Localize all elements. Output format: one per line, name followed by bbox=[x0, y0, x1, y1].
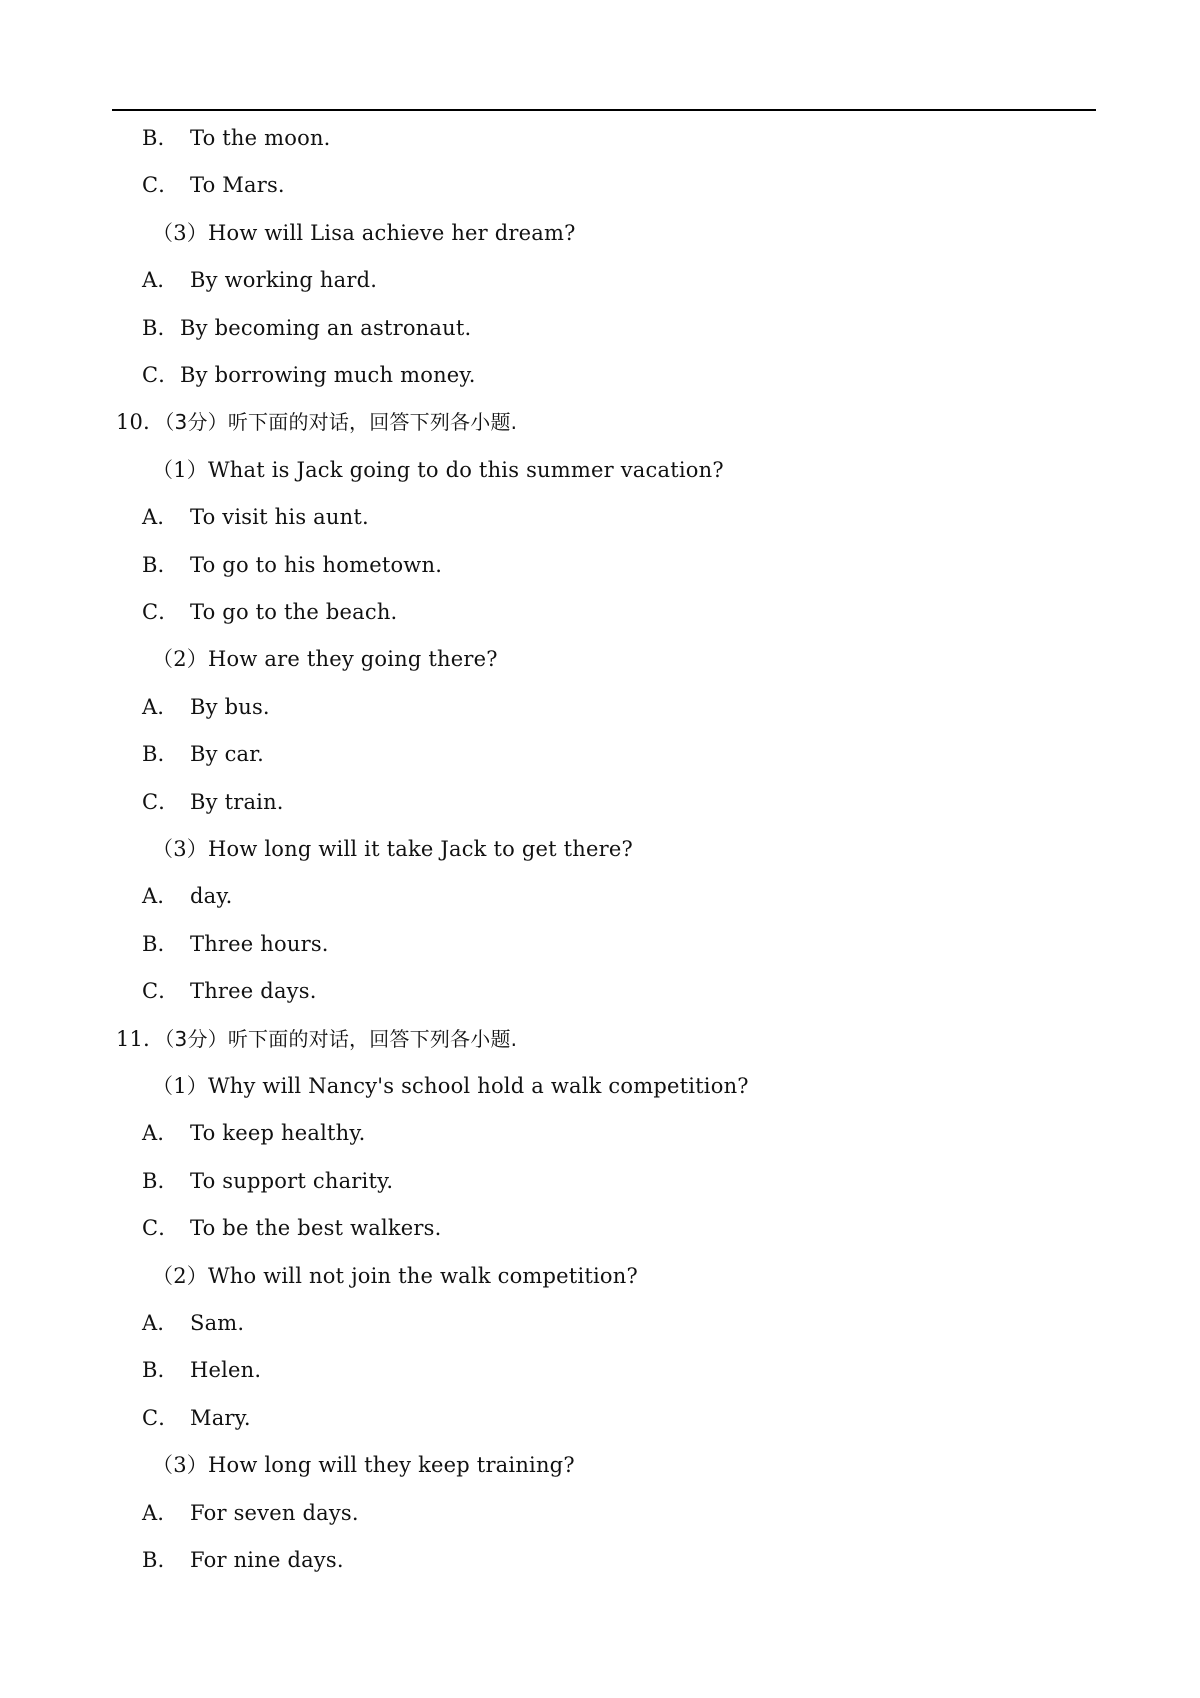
option-text: day. bbox=[190, 884, 233, 908]
question-heading bbox=[116, 1025, 517, 1053]
option-text: By train. bbox=[190, 790, 284, 814]
option-label: B． bbox=[142, 316, 179, 340]
answer-option bbox=[142, 171, 285, 199]
option-text: By car. bbox=[190, 742, 265, 766]
option-text: Sam. bbox=[190, 1311, 245, 1335]
answer-option bbox=[142, 693, 270, 721]
option-text: To Mars. bbox=[190, 173, 285, 197]
option-text: Helen. bbox=[190, 1358, 262, 1382]
option-label: B． bbox=[142, 742, 179, 766]
answer-option bbox=[142, 930, 329, 958]
option-label: A． bbox=[142, 268, 179, 292]
option-label: C． bbox=[142, 1406, 180, 1430]
option-text: To keep healthy. bbox=[190, 1121, 366, 1145]
option-text: For nine days. bbox=[190, 1548, 344, 1572]
option-text: For seven days. bbox=[190, 1501, 359, 1525]
question-instruction: （3分）听下面的对话，回答下列各小题. bbox=[164, 410, 518, 434]
answer-option bbox=[142, 124, 331, 152]
option-label: A． bbox=[142, 1501, 179, 1525]
sub-question: （1）What is Jack going to do this summer vacation? bbox=[152, 458, 724, 482]
option-label: C． bbox=[142, 600, 180, 624]
answer-option bbox=[142, 1356, 261, 1384]
option-label: A． bbox=[142, 1311, 179, 1335]
option-label: B． bbox=[142, 1169, 179, 1193]
option-text: To go to the beach. bbox=[190, 600, 398, 624]
option-label: C． bbox=[142, 363, 180, 387]
answer-option bbox=[142, 1119, 366, 1147]
answer-option bbox=[142, 1404, 251, 1432]
option-text: To the moon. bbox=[190, 126, 331, 150]
answer-option bbox=[142, 266, 377, 294]
answer-option bbox=[142, 1167, 393, 1195]
answer-option bbox=[142, 788, 284, 816]
option-label: B． bbox=[142, 932, 179, 956]
answer-option bbox=[142, 551, 442, 579]
answer-option bbox=[142, 882, 233, 910]
option-text: By working hard. bbox=[190, 268, 378, 292]
option-label: B． bbox=[142, 126, 179, 150]
option-label: A． bbox=[142, 884, 179, 908]
answer-option bbox=[142, 1499, 359, 1527]
option-label: B． bbox=[142, 1548, 179, 1572]
option-text: Three days. bbox=[190, 979, 317, 1003]
answer-option bbox=[142, 977, 317, 1005]
option-text: To be the best walkers. bbox=[190, 1216, 442, 1240]
option-text: By becoming an astronaut. bbox=[180, 316, 472, 340]
answer-option bbox=[142, 361, 476, 389]
sub-question: （3）How long will they keep training? bbox=[152, 1453, 575, 1477]
option-text: By bus. bbox=[190, 695, 270, 719]
answer-option bbox=[142, 314, 471, 342]
option-text: To visit his aunt. bbox=[190, 505, 369, 529]
option-text: To support charity. bbox=[190, 1169, 394, 1193]
answer-option bbox=[142, 1214, 442, 1242]
header-rule bbox=[112, 109, 1096, 111]
question-number: 11． bbox=[116, 1027, 165, 1051]
question-heading bbox=[116, 408, 517, 436]
answer-option bbox=[142, 740, 264, 768]
option-label: C． bbox=[142, 173, 180, 197]
option-label: A． bbox=[142, 505, 179, 529]
option-text: To go to his hometown. bbox=[190, 553, 443, 577]
option-text: Three hours. bbox=[190, 932, 329, 956]
answer-option bbox=[142, 598, 397, 626]
question-instruction: （3分）听下面的对话，回答下列各小题. bbox=[164, 1027, 518, 1051]
option-label: A． bbox=[142, 1121, 179, 1145]
sub-question: （3）How long will it take Jack to get there? bbox=[152, 837, 633, 861]
answer-option bbox=[142, 1546, 344, 1574]
option-label: B． bbox=[142, 553, 179, 577]
sub-question: （2）How are they going there? bbox=[152, 647, 498, 671]
option-label: A． bbox=[142, 695, 179, 719]
option-label: C． bbox=[142, 979, 180, 1003]
question-number: 10． bbox=[116, 410, 165, 434]
answer-option bbox=[142, 1309, 244, 1337]
option-label: B． bbox=[142, 1358, 179, 1382]
option-text: Mary. bbox=[190, 1406, 251, 1430]
sub-question: （3）How will Lisa achieve her dream? bbox=[152, 221, 576, 245]
sub-question: （1）Why will Nancy's school hold a walk competition? bbox=[152, 1074, 749, 1098]
option-label: C． bbox=[142, 790, 180, 814]
answer-option bbox=[142, 503, 369, 531]
option-label: C． bbox=[142, 1216, 180, 1240]
option-text: By borrowing much money. bbox=[180, 363, 476, 387]
sub-question: （2）Who will not join the walk competition? bbox=[152, 1264, 638, 1288]
